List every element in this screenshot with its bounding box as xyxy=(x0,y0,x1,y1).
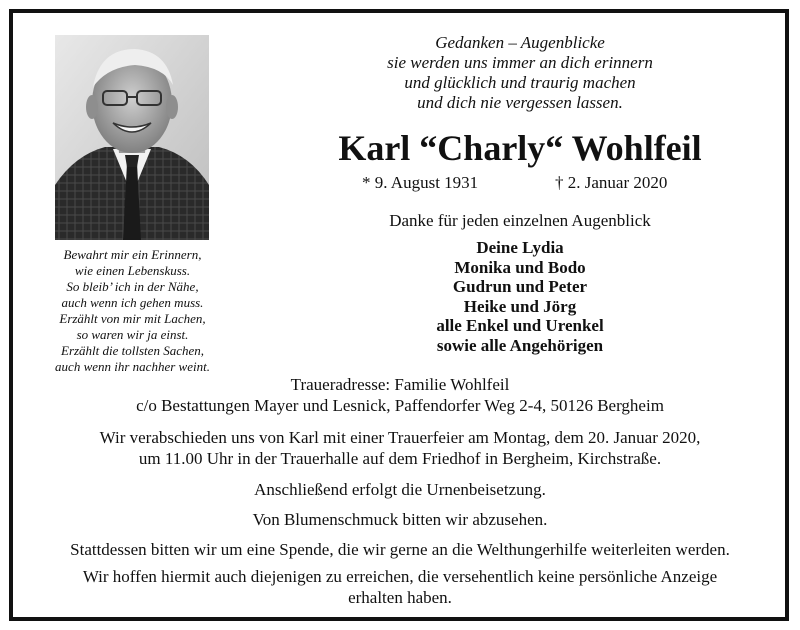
ceremony-info xyxy=(20,427,780,469)
address-line: Traueradresse: Familie Wohlfeil xyxy=(290,375,510,394)
mourner: Gudrun und Peter xyxy=(452,277,588,296)
mourner: Monika und Bodo xyxy=(454,257,586,277)
poem-line: so waren wir ja einst. xyxy=(76,327,189,342)
flowers-note: Von Blumenschmuck bitten wir abzusehen. xyxy=(252,510,548,529)
quote-line: Gedanken – Augenblicke xyxy=(435,33,605,52)
poem-line: Erzählt von mir mit Lachen, xyxy=(59,311,206,326)
address-line: c/o Bestattungen Mayer und Lesnick, Paffendorfer Weg 2-4, 50126 Bergheim xyxy=(136,396,664,415)
mourner: Heike und Jörg xyxy=(463,296,577,316)
poem-line: auch wenn ihr nachher weint. xyxy=(55,359,210,374)
poem-line: wie einen Lebenskuss. xyxy=(74,263,191,278)
notice-note xyxy=(20,566,780,608)
mourner: alle Enkel und Urenkel xyxy=(436,316,604,335)
quote-line: und glücklich und traurig machen xyxy=(404,73,636,92)
death-date: † 2. Januar 2020 xyxy=(555,173,668,192)
mourning-address xyxy=(20,374,780,416)
opening-quote xyxy=(335,33,705,113)
poem-line: So bleib’ ich in der Nähe, xyxy=(66,279,199,294)
deceased-name: Karl “Charly“ Wohlfeil xyxy=(338,128,702,168)
memorial-poem xyxy=(30,247,235,375)
portrait-photo xyxy=(55,35,209,240)
ceremony-line: Wir verabschieden uns von Karl mit einer Trauerfeier am Montag, dem 20. Januar 2020, xyxy=(99,428,701,447)
notice-line: erhalten haben. xyxy=(348,588,452,607)
mourner: sowie alle Angehörigen xyxy=(436,335,604,355)
notice-line: Wir hoffen hiermit auch diejenigen zu erreichen, die versehentlich keine persönliche Anzeige xyxy=(82,567,718,586)
quote-line: sie werden uns immer an dich erinnern xyxy=(387,53,653,72)
poem-line: Erzählt die tollsten Sachen, xyxy=(61,343,204,358)
burial-info: Anschließend erfolgt die Urnenbeisetzung. xyxy=(254,480,546,499)
thanks-line: Danke für jeden einzelnen Augenblick xyxy=(389,211,651,230)
mourners-list xyxy=(370,238,670,355)
birth-date: * 9. August 1931 xyxy=(362,173,479,192)
poem-line: auch wenn ich gehen muss. xyxy=(61,295,204,310)
mourner: Deine Lydia xyxy=(476,238,564,257)
poem-line: Bewahrt mir ein Erinnern, xyxy=(63,247,202,262)
ceremony-line: um 11.00 Uhr in der Trauerhalle auf dem Friedhof in Bergheim, Kirchstraße. xyxy=(138,449,662,468)
donation-note: Stattdessen bitten wir um eine Spende, die wir gerne an die Welthungerhilfe weiterleiten werden. xyxy=(70,540,730,559)
quote-line: und dich nie vergessen lassen. xyxy=(417,93,623,112)
